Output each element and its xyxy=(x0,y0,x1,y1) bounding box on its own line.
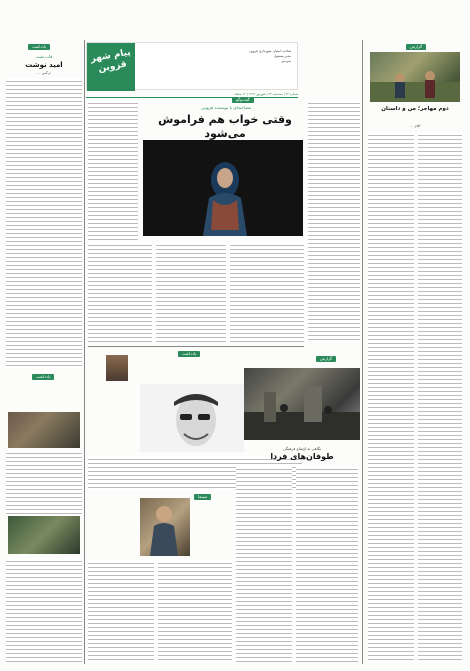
left-column xyxy=(6,0,82,671)
sketch-portrait-illustration xyxy=(140,384,244,452)
portrait-figure xyxy=(143,140,303,236)
center-article-col-3 xyxy=(230,242,304,342)
masthead-logo-box xyxy=(87,43,135,91)
center-lead-column xyxy=(88,100,138,240)
feature-headline: طوفان‌های فردا xyxy=(270,452,334,461)
left-photo-caption-1 xyxy=(6,450,82,516)
masthead-line-1: صاحب امتیاز: شهرداری قزوین xyxy=(249,49,291,53)
masthead-info-lines xyxy=(141,49,291,64)
masthead-logo: پیام شهر قزوین xyxy=(89,47,132,75)
left-article-text xyxy=(6,78,82,368)
left-kicker: قاب مثبت xyxy=(35,54,53,59)
feature-headline-top: نگاهی به اوضاع فرهنگی xyxy=(282,446,322,451)
left-section-tag: یادداشت xyxy=(28,44,50,50)
masthead-date-bar: شماره ۳۶ | سه‌شنبه ۲۴ | شهریور ۱۳۹۹ | ۱۲ صفحه xyxy=(86,92,298,98)
bottom-text-col-1 xyxy=(88,560,154,662)
feature-photo xyxy=(244,368,360,440)
bottom-tag: سینما xyxy=(194,494,211,500)
right-subtitle: آقای ... xyxy=(409,124,421,128)
right-title: دوم مهاجر؛ من و داستان xyxy=(381,106,449,112)
center-headline: وقتی خواب هم فراموش می‌شود xyxy=(158,113,292,140)
center-article-col-1 xyxy=(88,242,152,342)
left-section-tag-2: یادداشت xyxy=(32,374,54,380)
columnist-headshot xyxy=(106,355,128,381)
masthead-line-3: سردبیر xyxy=(281,59,291,63)
masthead xyxy=(86,42,298,90)
left-photo-1 xyxy=(8,412,80,448)
right-photo-scene xyxy=(370,52,460,102)
left-title: امید نوشت xyxy=(25,61,63,69)
bottom-photo-figure xyxy=(140,498,190,556)
center-headline-top: مصاحبه‌ای با نویسنده قزوینی xyxy=(200,105,252,110)
masthead-line-2: مدیر مسئول xyxy=(273,54,291,58)
column-divider-left xyxy=(84,40,85,664)
bottom-text-col-2 xyxy=(158,560,232,662)
feature-tag: گزارش xyxy=(316,356,336,362)
center-article-col-2 xyxy=(156,242,226,342)
center-kicker-tag: گفت‌وگو xyxy=(232,97,254,103)
right-section-tag: گزارش xyxy=(406,44,426,50)
column-divider-right-inner xyxy=(362,40,363,664)
sketch-face xyxy=(140,384,244,452)
interview-portrait-photo xyxy=(143,140,303,236)
left-subtitle: نرگس ... xyxy=(37,71,51,75)
middle-right-text xyxy=(308,100,360,340)
horizontal-rule-mid xyxy=(88,346,304,347)
center-mid-tag: یادداشت xyxy=(178,351,200,357)
feature-photo-scene xyxy=(244,368,360,440)
right-column xyxy=(366,0,464,671)
right-text-col-1 xyxy=(418,132,462,662)
bottom-photo xyxy=(140,498,190,556)
feature-text-col-2 xyxy=(296,466,358,662)
left-photo-2 xyxy=(8,516,80,554)
right-text-col-2 xyxy=(368,132,414,662)
feature-text-col-1 xyxy=(236,466,292,662)
right-photo xyxy=(370,52,460,102)
left-bottom-text xyxy=(6,558,82,662)
